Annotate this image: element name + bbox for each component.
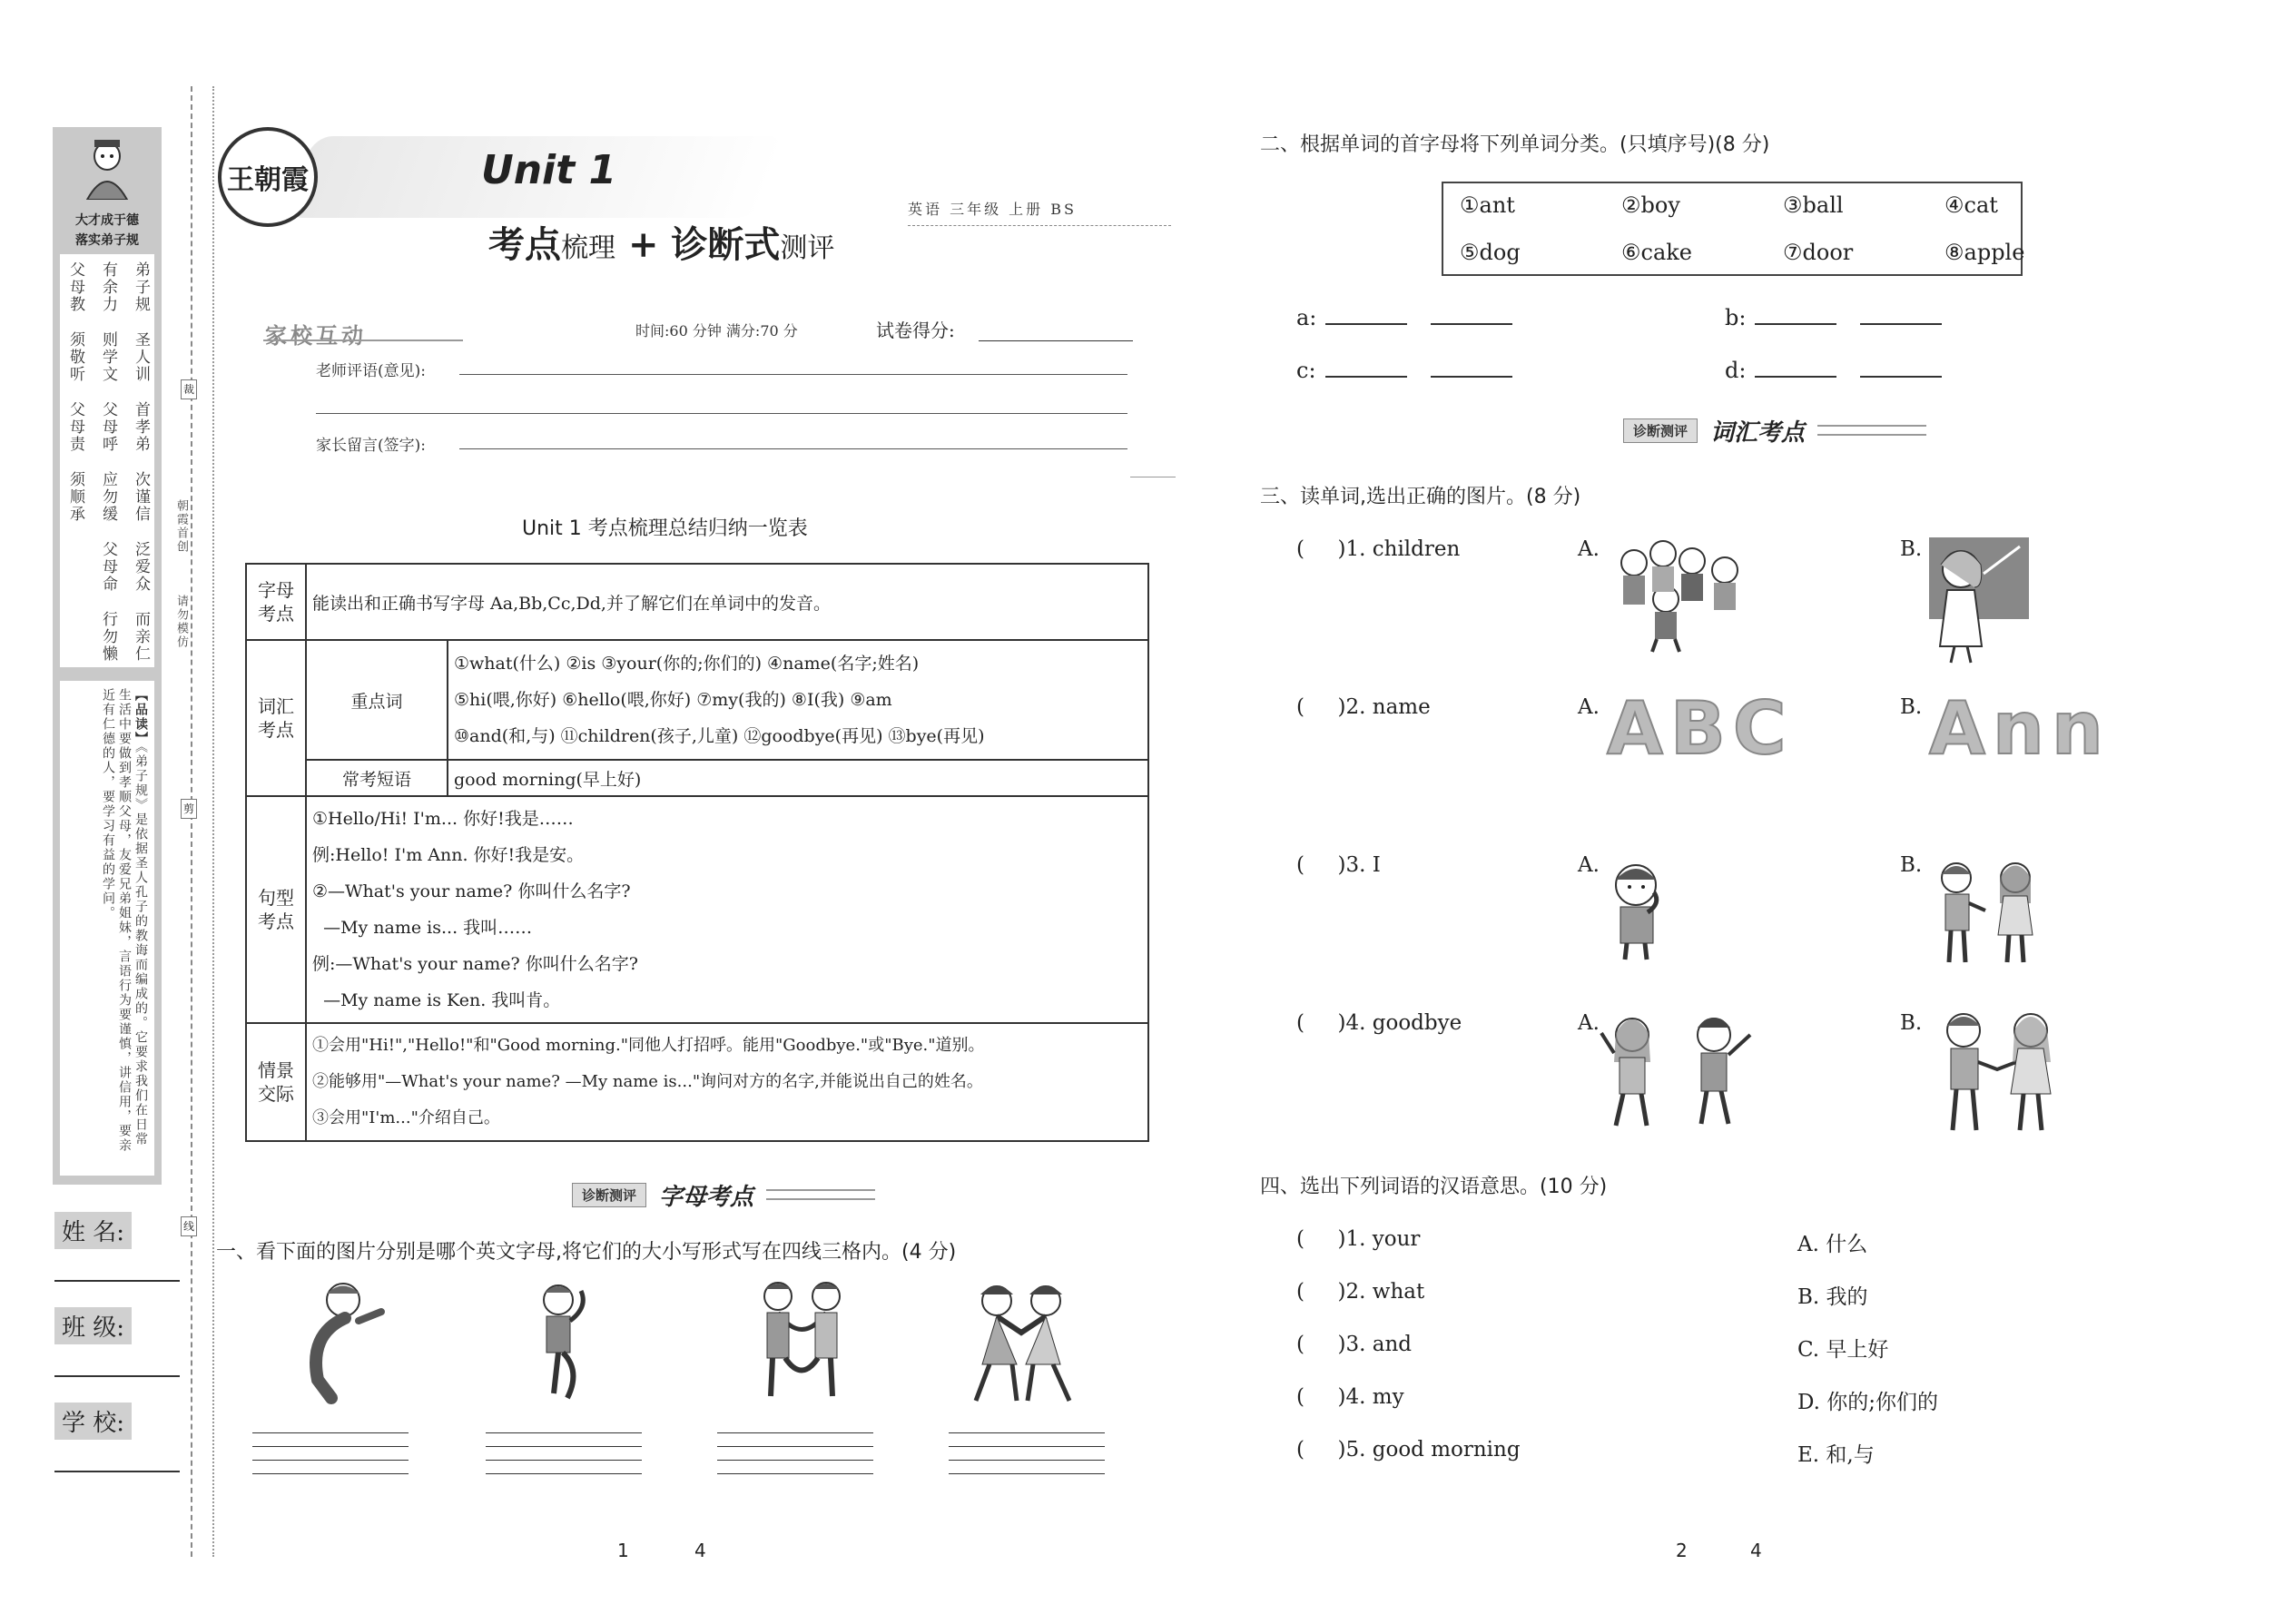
guixun-col-8: 则学文	[99, 331, 117, 383]
q2-word-box	[1442, 182, 2023, 276]
q3-item-1-b[interactable]: B.	[1900, 537, 1923, 561]
sentence-line: ②—What's your name? 你叫什么名字?	[312, 881, 631, 901]
q2-row-d: d:	[1725, 358, 1942, 383]
score-label: 试卷得分:	[876, 320, 955, 341]
guixun-col-6: 而亲仁	[132, 611, 150, 663]
q3-item-3-b[interactable]: B.	[1900, 853, 1923, 877]
q4-option: A. 什么	[1797, 1233, 1868, 1256]
q2-blank[interactable]	[1325, 323, 1407, 325]
motto-bottom: 落实弟子规	[75, 233, 139, 248]
guixun-col-1: 弟子规	[132, 261, 150, 313]
q3-item-1-a[interactable]: A.	[1578, 537, 1600, 561]
guixun-col-13: 父母教	[66, 261, 84, 313]
pindu-box	[60, 681, 154, 1176]
q4-option: B. 我的	[1797, 1285, 1868, 1309]
comm-cell	[306, 1023, 1148, 1141]
q3-children-picture[interactable]	[1607, 536, 1761, 654]
q3-teacher-picture[interactable]	[1929, 537, 2038, 664]
pindu-body: 《弟子规》是依据圣人孔子的教诲而编成的。它要求我们在日常生活中要做到孝顺父母，友爱兄弟姐妹，言语行为要谨慎，讲信用，要亲近有仁德的人，要学习有益的学问。	[101, 688, 148, 1153]
q3-heading: 三、读单词,选出正确的图片。(8 分)	[1260, 486, 1581, 508]
sentence-head: 句型考点	[246, 796, 306, 1023]
teacher-comment-line-2[interactable]	[316, 413, 1127, 414]
pindu-text	[100, 688, 149, 1160]
banner-tag: 诊断测评	[572, 1183, 646, 1207]
q1-picture-1	[290, 1280, 390, 1407]
summary-table	[245, 563, 1149, 1142]
q2-row-a: a:	[1296, 305, 1512, 330]
home-school-rule	[263, 340, 463, 341]
keywords-head: 重点词	[306, 640, 448, 760]
q1-picture-3	[749, 1278, 858, 1405]
q4-item[interactable]: ( )4. my	[1296, 1385, 1404, 1409]
q2-row-c: c:	[1296, 358, 1512, 383]
q2-blank[interactable]	[1860, 323, 1942, 325]
q3-boy-girl-picture[interactable]	[1929, 858, 2047, 967]
q1-picture-4	[962, 1278, 1080, 1405]
q2-blank[interactable]	[1860, 376, 1942, 378]
school-label: 学 校:	[54, 1403, 132, 1440]
guixun-col-11: 父母命	[99, 541, 117, 593]
fold-line	[191, 86, 192, 1557]
sentence-line: —My name is... 我叫……	[312, 918, 533, 938]
q2-word: ③ball	[1783, 192, 1844, 218]
q4-option: C. 早上好	[1797, 1338, 1889, 1362]
q2-blank[interactable]	[1755, 323, 1836, 325]
pindu-label: 【品读】	[133, 688, 148, 746]
q3-item-4[interactable]: ( )4. goodbye	[1296, 1011, 1462, 1035]
q4-item[interactable]: ( )3. and	[1296, 1333, 1413, 1356]
guixun-col-16: 须顺承	[66, 471, 84, 523]
q3-handshake-picture[interactable]	[1929, 1008, 2065, 1135]
class-line[interactable]	[54, 1375, 180, 1377]
q4-option: D. 你的;你们的	[1797, 1391, 1938, 1414]
q2-word: ⑧apple	[1944, 240, 2025, 265]
q2-word: ①ant	[1460, 192, 1515, 218]
comm-line: ③会用"I'm..."介绍自己。	[312, 1108, 500, 1127]
q1-picture-2	[527, 1280, 599, 1407]
guixun-col-10: 应勿缓	[99, 471, 117, 523]
keywords-line: ⑩and(和,与) ⑪children(孩子,儿童) ⑫goodbye(再见) ⑬bye(再见)	[454, 726, 985, 746]
sentences-cell	[306, 796, 1148, 1023]
cut-mark-3: 线	[181, 1216, 197, 1236]
q2-row-b: b:	[1725, 305, 1942, 330]
side-note-1: 朝霞首创	[174, 499, 188, 554]
comm-line: ①会用"Hi!","Hello!"和"Good morning."同他人打招呼。能用"Goodbye."或"Bye."道别。	[312, 1036, 985, 1055]
q3-item-4-a[interactable]: A.	[1578, 1011, 1600, 1035]
banner-arrow	[766, 1189, 875, 1200]
cut-line	[212, 86, 214, 1557]
guixun-box	[60, 254, 154, 667]
q1-heading: 一、看下面的图片分别是哪个英文字母,将它们的大小写形式写在四线三格内。(4 分)	[216, 1241, 957, 1264]
q2-blank[interactable]	[1431, 376, 1512, 378]
q3-abc-picture[interactable]: ABC	[1607, 686, 1794, 771]
name-label: 姓 名:	[54, 1212, 132, 1249]
teacher-comment-line[interactable]	[459, 374, 1127, 375]
banner-arrow	[1817, 425, 1926, 436]
brand-logo: 王朝霞	[218, 127, 318, 227]
phrases-cell: good morning(早上好)	[448, 760, 1148, 796]
scholar-figure	[80, 136, 134, 200]
left-page-number-1: 1	[617, 1540, 629, 1561]
motto-top: 大才成于德	[75, 213, 139, 228]
sentence-line: 例:Hello! I'm Ann. 你好!我是安。	[312, 845, 585, 865]
keywords-line: ①what(什么) ②is ③your(你的;你们的) ④name(名字;姓名)	[454, 654, 920, 674]
cut-mark-2: 剪	[181, 799, 197, 819]
q2-blank[interactable]	[1755, 376, 1836, 378]
q2-heading: 二、根据单词的首字母将下列单词分类。(只填序号)(8 分)	[1260, 133, 1770, 156]
q3-boy-pointing-picture[interactable]	[1598, 858, 1679, 962]
sentence-line: ①Hello/Hi! I'm... 你好!我是……	[312, 809, 574, 829]
guixun-col-3: 首孝弟	[132, 401, 150, 453]
banner-letters	[572, 1178, 875, 1211]
q3-item-2[interactable]: ( )2. name	[1296, 695, 1431, 719]
name-line[interactable]	[54, 1280, 180, 1282]
parent-comment-line[interactable]	[459, 448, 1127, 449]
q2-word: ④cat	[1944, 192, 1998, 218]
side-panel	[53, 127, 162, 1185]
teacher-comment-label: 老师评语(意见):	[316, 362, 426, 380]
q4-heading: 四、选出下列词语的汉语意思。(10 分)	[1260, 1176, 1608, 1198]
guixun-col-5: 泛爱众	[132, 541, 150, 593]
q3-kids-waving-picture[interactable]	[1596, 1008, 1759, 1130]
banner-tag: 诊断测评	[1623, 418, 1698, 443]
keywords-line: ⑤hi(喂,你好) ⑥hello(喂,你好) ⑦my(我的) ⑧I(我) ⑨am	[454, 690, 892, 710]
right-page-number-2: 4	[1750, 1540, 1762, 1561]
summary-title: Unit 1 考点梳理总结归纳一览表	[522, 517, 808, 540]
q3-item-2-b[interactable]: B.	[1900, 695, 1923, 719]
guixun-col-7: 有余力	[99, 261, 117, 313]
guixun-col-2: 圣人训	[132, 331, 150, 383]
q4-item[interactable]: ( )1. your	[1296, 1227, 1421, 1251]
header-rule	[908, 225, 1171, 226]
q3-item-3-a[interactable]: A.	[1578, 853, 1600, 877]
home-school-title: 家校互动	[265, 322, 367, 349]
book-meta: 英语 三年级 上册 BS	[908, 201, 1077, 218]
phrases-head: 常考短语	[306, 760, 448, 796]
q2-word: ⑦door	[1783, 240, 1854, 265]
parent-comment-label: 家长留言(签字):	[316, 437, 426, 455]
q1-answer-grid-2[interactable]	[486, 1432, 642, 1472]
banner-vocab	[1623, 414, 1926, 447]
keywords-cell	[448, 640, 1148, 760]
q3-ann-picture[interactable]: Ann	[1929, 686, 2111, 771]
cut-mark-1: 裁	[181, 379, 197, 399]
guixun-col-4: 次谨信	[132, 471, 150, 523]
side-note-2: 请勿模仿	[174, 595, 188, 649]
left-page-number-2: 4	[694, 1540, 706, 1561]
class-label: 班 级:	[54, 1307, 132, 1344]
q2-word: ②boy	[1621, 192, 1680, 218]
q4-option: E. 和,与	[1797, 1443, 1875, 1467]
q2-blank[interactable]	[1325, 376, 1407, 378]
q3-item-3[interactable]: ( )3. I	[1296, 853, 1381, 877]
q1-answer-grid-3[interactable]	[717, 1432, 873, 1472]
guixun-col-9: 父母呼	[99, 401, 117, 453]
sentence-line: —My name is Ken. 我叫肯。	[312, 990, 561, 1010]
comm-head: 情景交际	[246, 1023, 306, 1141]
subtitle: 考点梳理 + 诊断式测评	[488, 223, 835, 266]
guixun-col-14: 须敬听	[66, 331, 84, 383]
q2-word: ⑥cake	[1621, 240, 1693, 265]
banner-text: 词汇考点	[1710, 418, 1806, 447]
q3-item-4-b[interactable]: B.	[1900, 1011, 1923, 1035]
q1-answer-grid-1[interactable]	[252, 1432, 409, 1472]
q2-word: ⑤dog	[1460, 240, 1521, 265]
comm-line: ②能够用"—What's your name? —My name is..."询问对方的名字,并能说出自己的姓名。	[312, 1072, 983, 1091]
vocab-head: 词汇考点	[246, 640, 306, 796]
right-page-number-1: 2	[1676, 1540, 1688, 1561]
score-field[interactable]	[979, 340, 1133, 341]
guixun-col-15: 父母责	[66, 401, 84, 453]
letters-head: 字母考点	[246, 564, 306, 640]
q4-item[interactable]: ( )5. good morning	[1296, 1438, 1521, 1462]
unit-title: Unit 1	[481, 147, 617, 193]
time-info: 时间:60 分钟 满分:70 分	[635, 322, 798, 340]
guixun-col-12: 行勿懒	[99, 611, 117, 663]
q1-answer-grid-4[interactable]	[949, 1432, 1105, 1472]
q3-item-1[interactable]: ( )1. children	[1296, 537, 1461, 561]
school-line[interactable]	[54, 1471, 180, 1472]
q3-item-2-a[interactable]: A.	[1578, 695, 1600, 719]
q2-blank[interactable]	[1431, 323, 1512, 325]
sentence-line: 例:—What's your name? 你叫什么名字?	[312, 954, 638, 974]
banner-text: 字母考点	[659, 1183, 754, 1211]
letters-text: 能读出和正确书写字母 Aa,Bb,Cc,Dd,并了解它们在单词中的发音。	[306, 564, 1148, 640]
q4-item[interactable]: ( )2. what	[1296, 1280, 1425, 1304]
